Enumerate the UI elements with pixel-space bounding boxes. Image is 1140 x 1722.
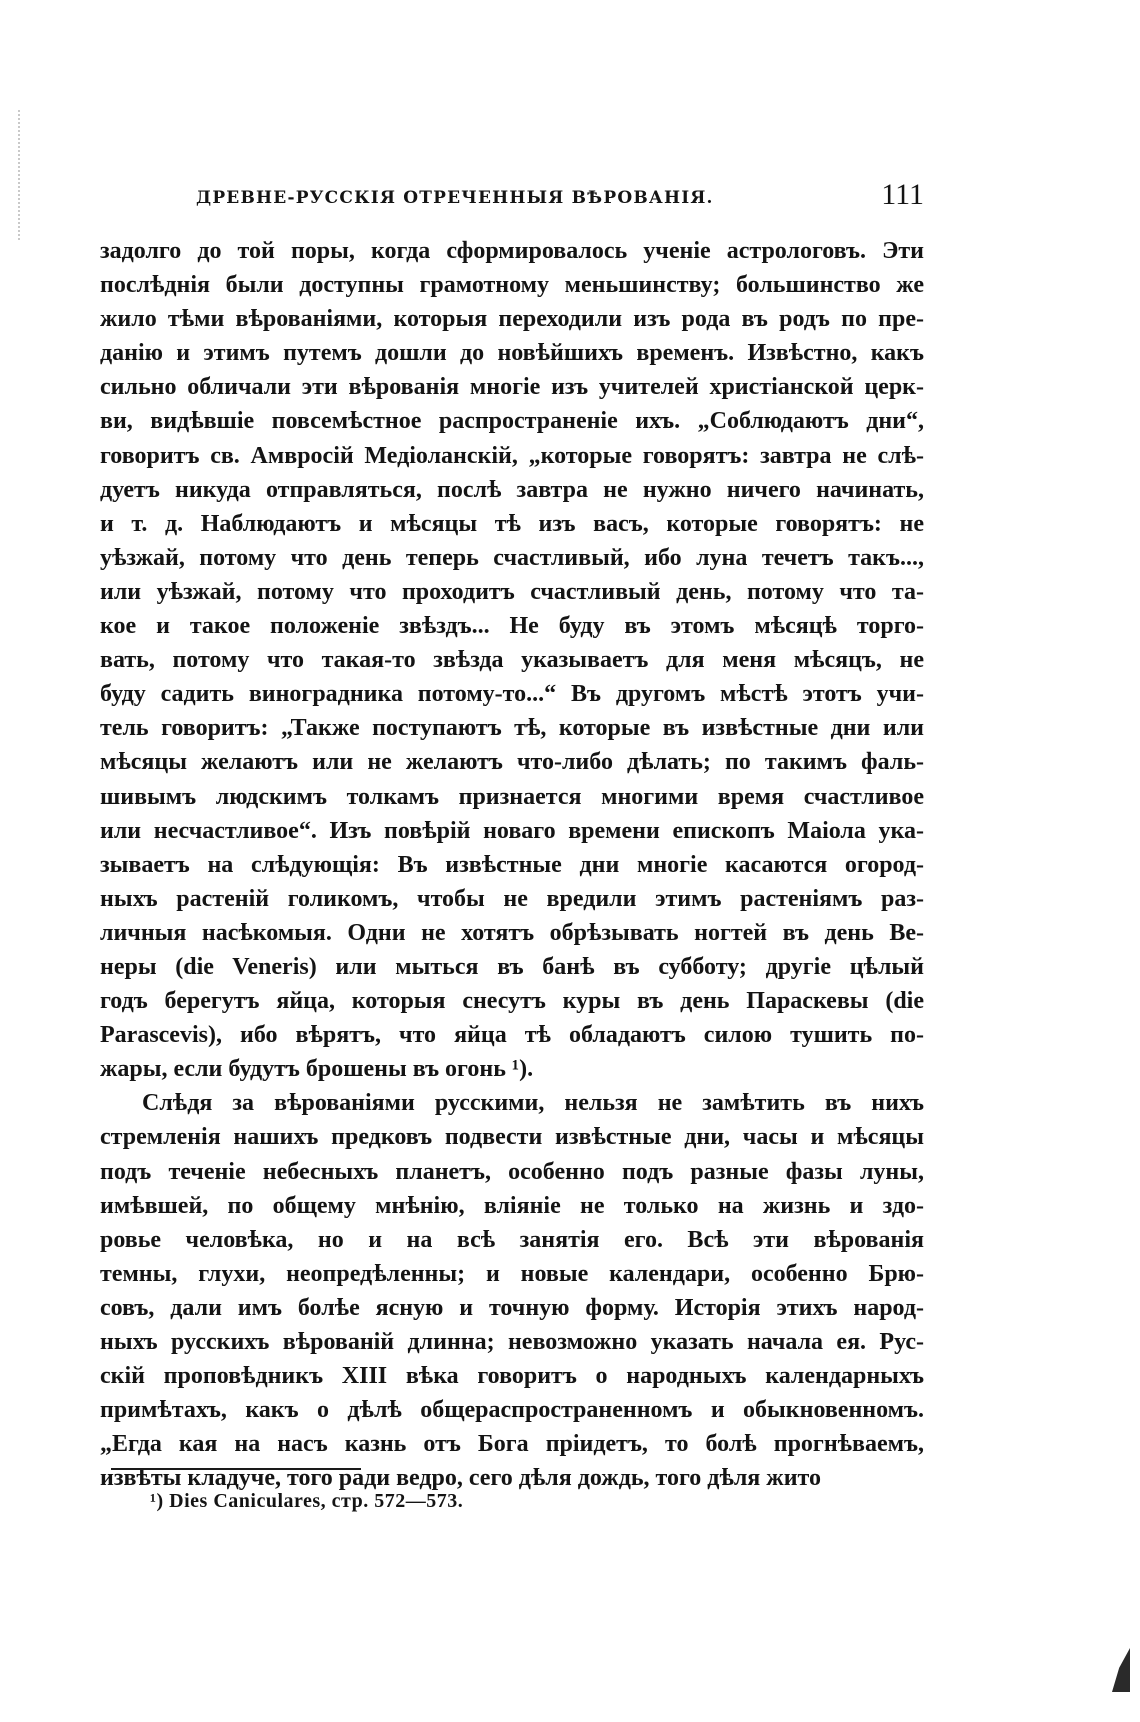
text-line: сильно обличали эти вѣрованія многіе изъ учителей христіанской церк-: [100, 374, 924, 401]
text-line: Parascevis), ибо вѣрятъ, что яйца тѣ обладаютъ силою тушить по-: [100, 1022, 924, 1049]
text-line: или несчастливое“. Изъ повѣрій новаго времени епископъ Маіола ука-: [100, 817, 924, 844]
text-line: стремленія нашихъ предковъ подвести извѣстные дни, часы и мѣсяцы: [100, 1124, 924, 1151]
text-line: уѣзжай, потому что день теперь счастливый, ибо луна течетъ такъ...,: [100, 544, 924, 571]
text-line: задолго до той поры, когда сформировалось ученіе астрологовъ. Эти: [100, 238, 924, 264]
text-line: подъ теченіе небесныхъ планетъ, особенно подъ разные фазы луны,: [100, 1158, 924, 1185]
footnote: ¹) Dies Caniculares, стр. 572—573.: [150, 1490, 464, 1512]
running-title: ДРЕВНЕ-РУССКІЯ ОТРЕЧЕННЫЯ ВѢРОВАНІЯ.: [196, 188, 714, 208]
text-line: скій проповѣдникъ XIII вѣка говоритъ о народныхъ календарныхъ: [100, 1363, 924, 1390]
text-line: личныя насѣкомыя. Одни не хотятъ обрѣзывать ногтей въ день Ве-: [100, 919, 924, 946]
body-text: [100, 234, 924, 1495]
text-line: извѣты кладуче, того ради ведро, сего дѣля дождь, того дѣля жито: [100, 1465, 821, 1492]
text-line: Слѣдя за вѣрованіями русскими, нельзя не замѣтить въ нихъ: [142, 1090, 924, 1117]
text-line: шивымъ людскимъ толкамъ признается многими время счастливое: [100, 783, 924, 810]
text-line: кое и такое положеніе звѣздъ... Не буду въ этомъ мѣсяцѣ торго-: [100, 613, 924, 640]
text-line: совъ, дали имъ болѣе ясную и точную форму. Исторія этихъ народ-: [100, 1294, 924, 1321]
text-line: жары, если будутъ брошены въ огонь ¹).: [100, 1056, 534, 1083]
text-line: имѣвшей, по общему мнѣнію, вліяніе не только на жизнь и здо-: [100, 1192, 924, 1219]
page-header: [196, 178, 924, 218]
text-line: ныхъ русскихъ вѣрованій длинна; невозможно указать начала ея. Рус-: [100, 1329, 924, 1355]
text-line: дуетъ никуда отправляться, послѣ завтра не нужно ничего начинать,: [100, 476, 924, 503]
text-line: данію и этимъ путемъ дошли до новѣйшихъ временъ. Извѣстно, какъ: [100, 340, 924, 367]
text-line: мѣсяцы желаютъ или не желаютъ что-либо дѣлать; по такимъ фаль-: [100, 749, 924, 776]
footnote-divider: [111, 1468, 361, 1470]
text-line: буду садить виноградника потому-то...“ Въ другомъ мѣстѣ этотъ учи-: [100, 681, 924, 708]
text-line: примѣтахъ, какъ о дѣлѣ общераспространенномъ и обыкновенномъ.: [100, 1397, 924, 1424]
page-edge-shadow: [18, 110, 22, 240]
text-line: жило тѣми вѣрованіями, которыя переходили изъ рода въ родъ по пре-: [100, 306, 924, 333]
text-line: годъ берегутъ яйца, которыя снесутъ куры въ день Параскевы (die: [100, 988, 924, 1015]
text-line: „Егда кая на насъ казнь отъ Бога пріидетъ, то болѣ прогнѣваемъ,: [100, 1431, 924, 1458]
text-line: или уѣзжай, потому что проходитъ счастливый день, потому что та-: [100, 578, 924, 605]
page-number: 111: [881, 178, 924, 211]
text-line: и т. д. Наблюдаютъ и мѣсяцы тѣ изъ васъ, которые говорятъ: не: [100, 510, 924, 537]
text-line: неры (die Veneris) или мыться въ банѣ въ субботу; другіе цѣлый: [100, 953, 924, 980]
text-line: говоритъ св. Амвросій Медіоланскій, „которые говорятъ: завтра не слѣ-: [100, 442, 924, 469]
text-line: ви, видѣвшіе повсемѣстное распространеніе ихъ. „Соблюдаютъ дни“,: [100, 408, 924, 435]
text-line: ныхъ растеній голикомъ, чтобы не вредили этимъ растеніямъ раз-: [100, 885, 924, 912]
text-line: послѣднія были доступны грамотному меньшинству; большинство же: [100, 272, 924, 299]
text-line: вать, потому что такая-то звѣзда указываетъ для меня мѣсяцъ, не: [100, 647, 924, 674]
scan-corner-mark: [1112, 1648, 1130, 1692]
text-line: зываетъ на слѣдующія: Въ извѣстные дни многіе касаются огород-: [100, 851, 924, 878]
text-line: ровье человѣка, но и на всѣ занятія его. Всѣ эти вѣрованія: [100, 1226, 924, 1253]
text-line: темны, глухи, неопредѣленны; и новые календари, особенно Брю-: [100, 1260, 924, 1287]
text-line: тель говоритъ: „Также поступаютъ тѣ, которые въ извѣстные дни или: [100, 715, 924, 742]
